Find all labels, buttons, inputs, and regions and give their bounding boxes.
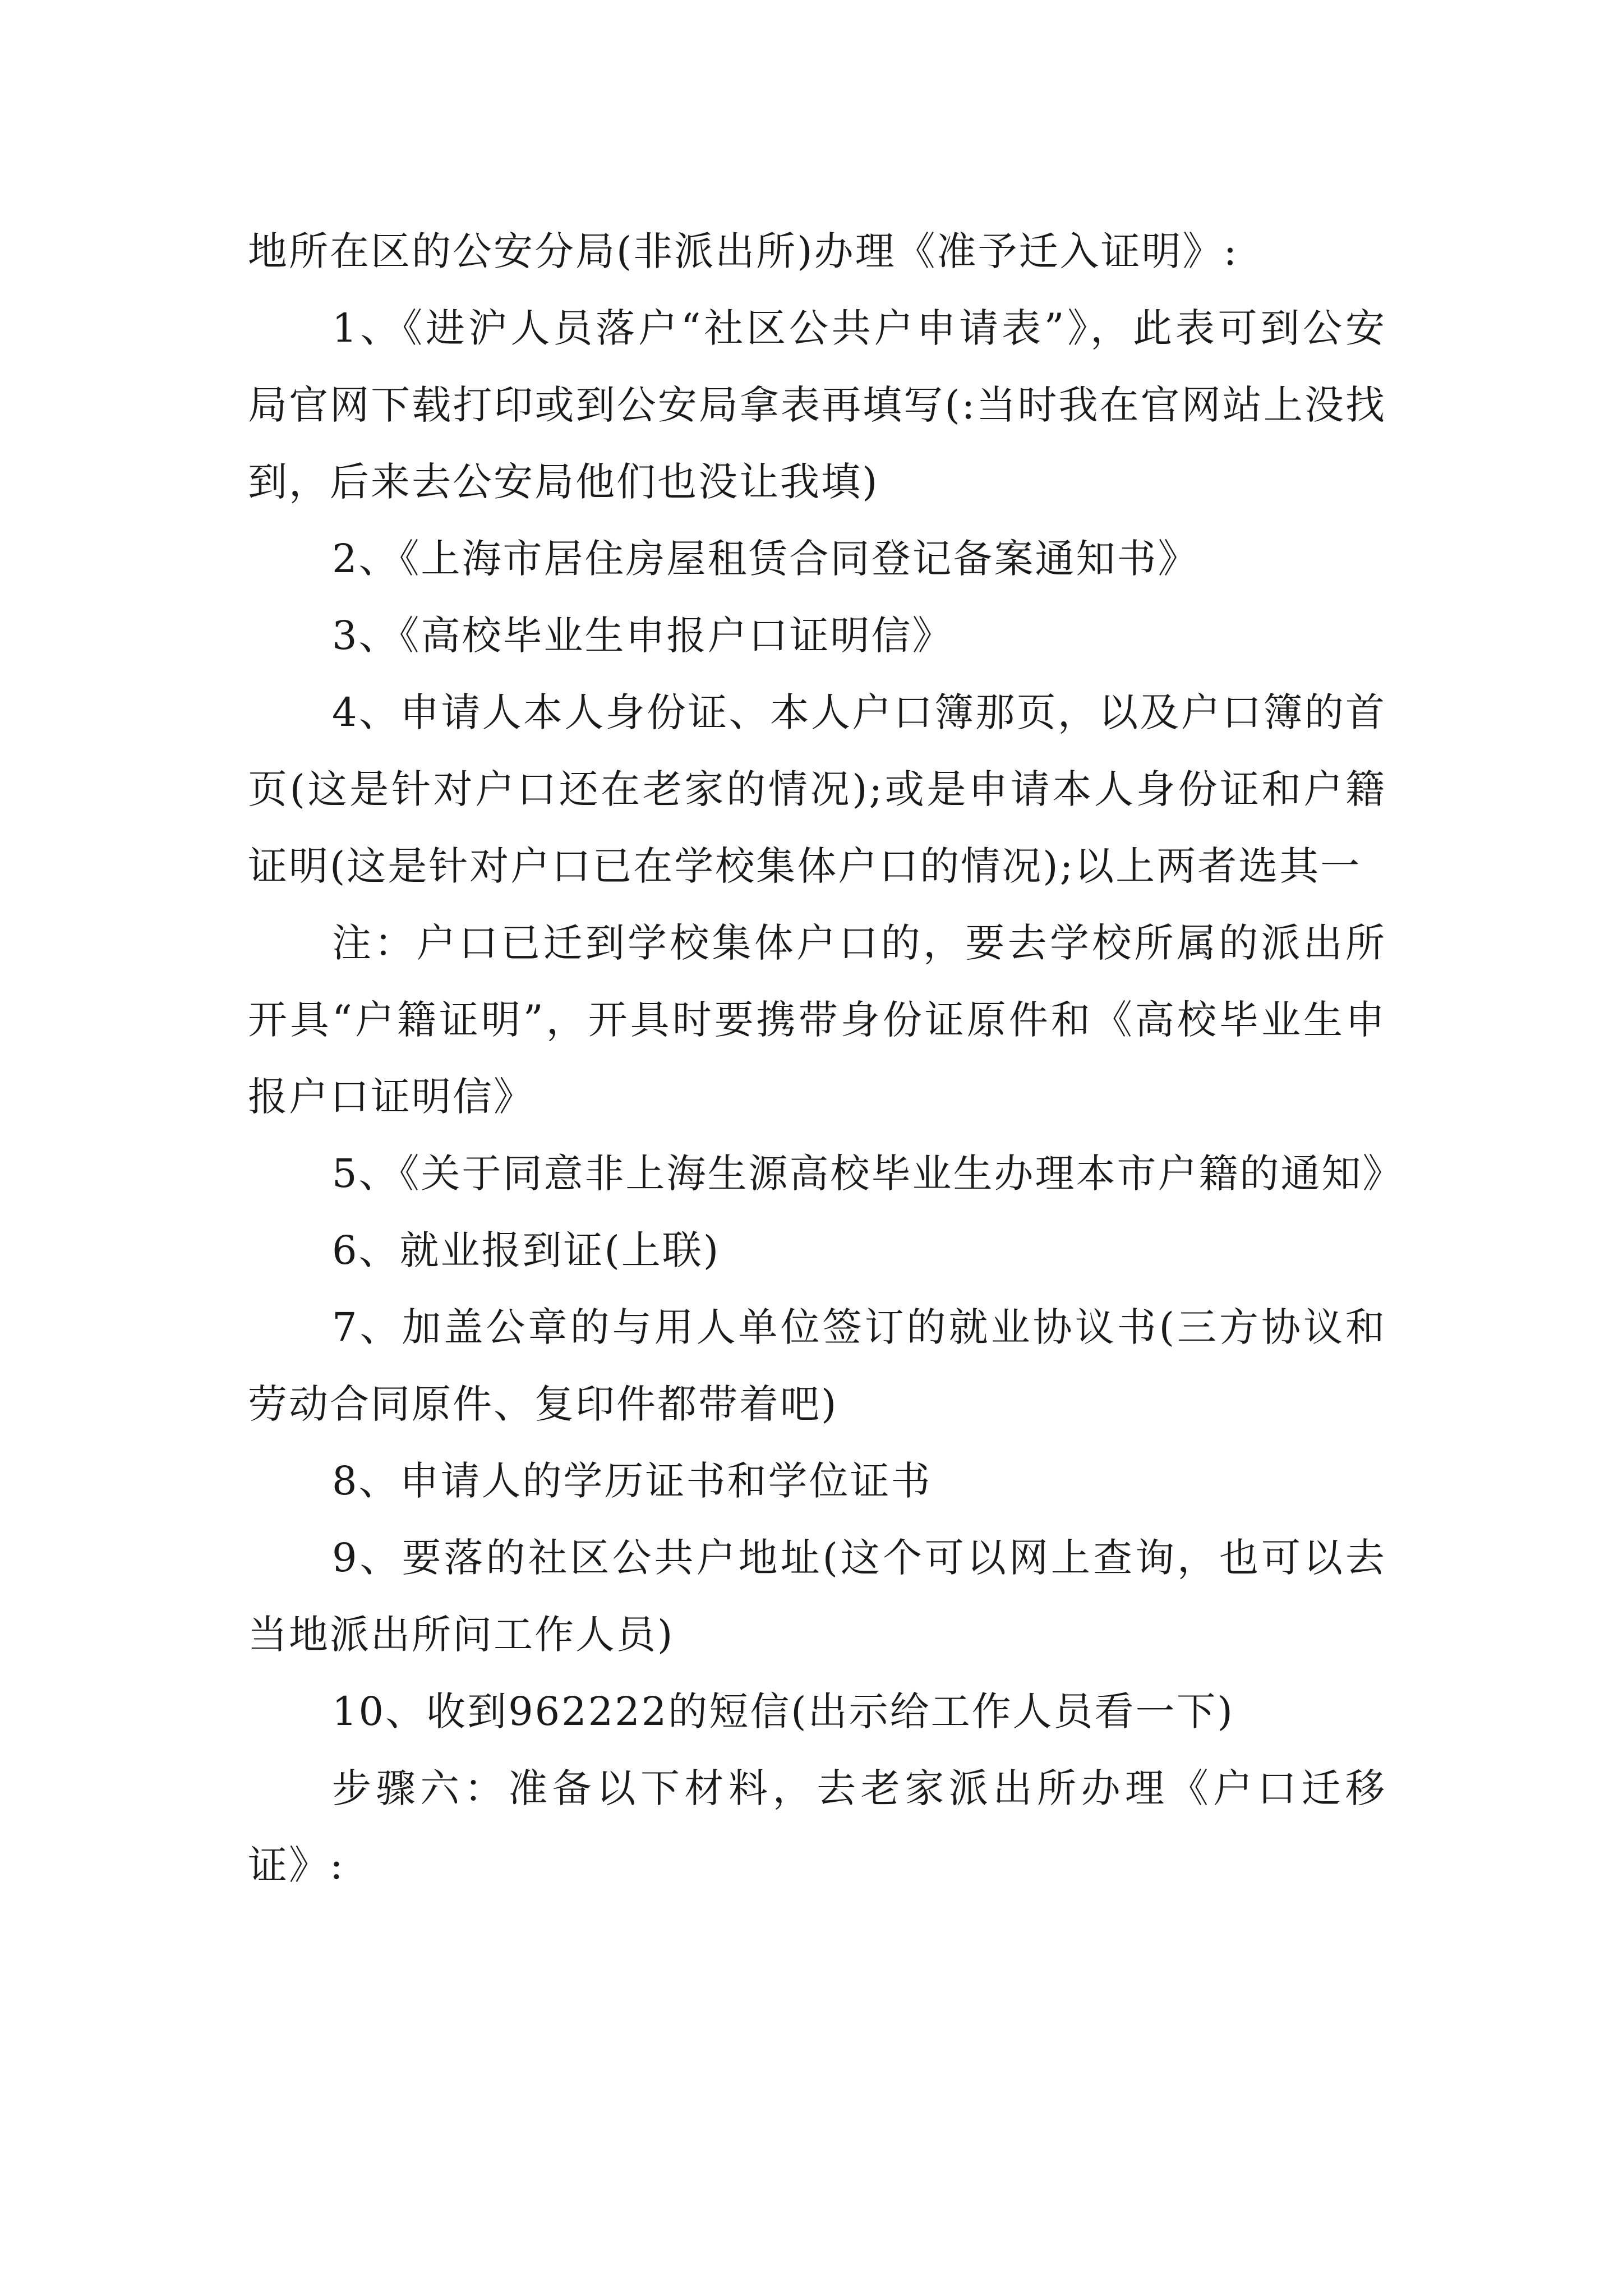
list-item-9: 9、要落的社区公共户地址(这个可以网上查询，也可以去当地派出所问工作人员) xyxy=(248,1535,1386,1658)
step-six-paragraph: 步骤六：准备以下材料，去老家派出所办理《户口迁移证》: xyxy=(248,1765,1386,1888)
list-item-6: 6、就业报到证(上联) xyxy=(332,1227,721,1273)
list-item-8: 8、申请人的学历证书和学位证书 xyxy=(332,1458,932,1504)
list-item-1: 1、《进沪人员落户“社区公共户申请表”》，此表可到公安局官网下载打印或到公安局拿表再填写(:当时我在官网站上没找到，后来去公安局他们也没让我填) xyxy=(248,305,1386,505)
list-item-10: 10、收到962222的短信(出示给工作人员看一下) xyxy=(332,1688,1234,1734)
list-item-2: 2、《上海市居住房屋租赁合同登记备案通知书》 xyxy=(332,536,1199,582)
list-item-3: 3、《高校毕业生申报户口证明信》 xyxy=(332,613,953,659)
list-item-4: 4、申请人本人身份证、本人户口簿那页，以及户口簿的首页(这是针对户口还在老家的情况);或是申请本人身份证和户籍证明(这是针对户口已在学校集体户口的情况);以上两者选其一 xyxy=(248,689,1386,889)
note-paragraph: 注：户口已迁到学校集体户口的，要去学校所属的派出所开具“户籍证明”，开具时要携带身份证原件和《高校毕业生申报户口证明信》 xyxy=(248,920,1386,1120)
list-item-7: 7、加盖公章的与用人单位签订的就业协议书(三方协议和劳动合同原件、复印件都带着吧) xyxy=(248,1304,1386,1427)
paragraph-intro: 地所在区的公安分局(非派出所)办理《准予迁入证明》: xyxy=(248,228,1239,274)
document-body xyxy=(248,213,1404,1904)
list-item-5: 5、《关于同意非上海生源高校毕业生办理本市户籍的通知》 xyxy=(332,1151,1404,1197)
